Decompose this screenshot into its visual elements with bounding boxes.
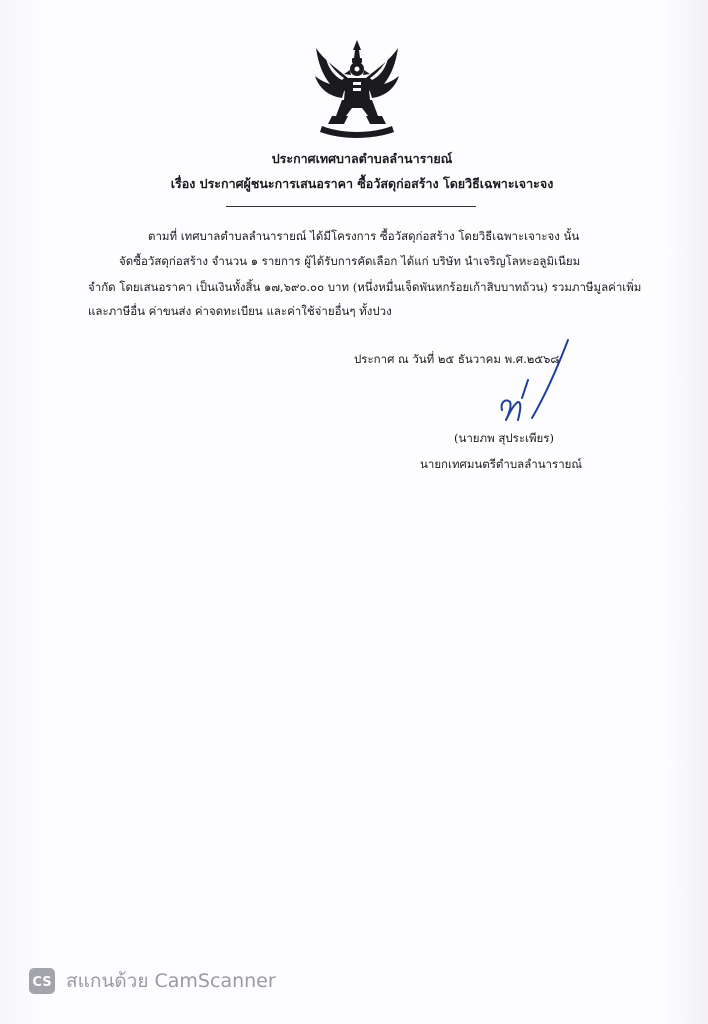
announcement-title: ประกาศเทศบาลตำบลลำนารายณ์	[271, 151, 453, 166]
body-line-1: ตามที่ เทศบาลตำบลลำนารายณ์ ได้มีโครงการ ซื้อวัสดุก่อสร้าง โดยวิธีเฉพาะเจาะจง นั้น	[148, 229, 580, 243]
title-divider	[226, 206, 476, 207]
body-line-3: จำกัด โดยเสนอราคา เป็นเงินทั้งสิ้น ๑๗,๖๙๐.๐๐ บาท (หนึ่งหมื่นเจ็ดพันหกร้อยเก้าสิบบาทถ้วน) รวมภาษีมูลค่าเพิ่ม	[88, 280, 642, 294]
watermark-text: สแกนด้วย CamScanner	[66, 970, 276, 992]
handwritten-signature-icon	[488, 336, 578, 426]
signer-name: (นายภพ สุประเพียร)	[454, 431, 554, 445]
announcement-date: ประกาศ ณ วันที่ ๒๕ ธันวาคม พ.ศ.๒๕๖๘	[354, 352, 560, 366]
announcement-subject: เรื่อง ประกาศผู้ชนะการเสนอราคา ซื้อวัสดุก่อสร้าง โดยวิธีเฉพาะเจาะจง	[170, 176, 554, 191]
body-line-4: และภาษีอื่น ค่าขนส่ง ค่าจดทะเบียน และค่าใช้จ่ายอื่นๆ ทั้งปวง	[88, 304, 392, 318]
garuda-emblem-icon	[312, 38, 402, 140]
camscanner-logo-icon	[28, 967, 56, 995]
svg-text:CS: CS	[32, 975, 52, 990]
signer-position: นายกเทศมนตรีตำบลลำนารายณ์	[420, 457, 583, 471]
body-line-2: จัดซื้อวัสดุก่อสร้าง จำนวน ๑ รายการ ผู้ได้รับการคัดเลือก ได้แก่ บริษัท นำเจริญโลหะอลูมิเนียม	[119, 254, 581, 268]
camscanner-watermark	[28, 966, 276, 996]
